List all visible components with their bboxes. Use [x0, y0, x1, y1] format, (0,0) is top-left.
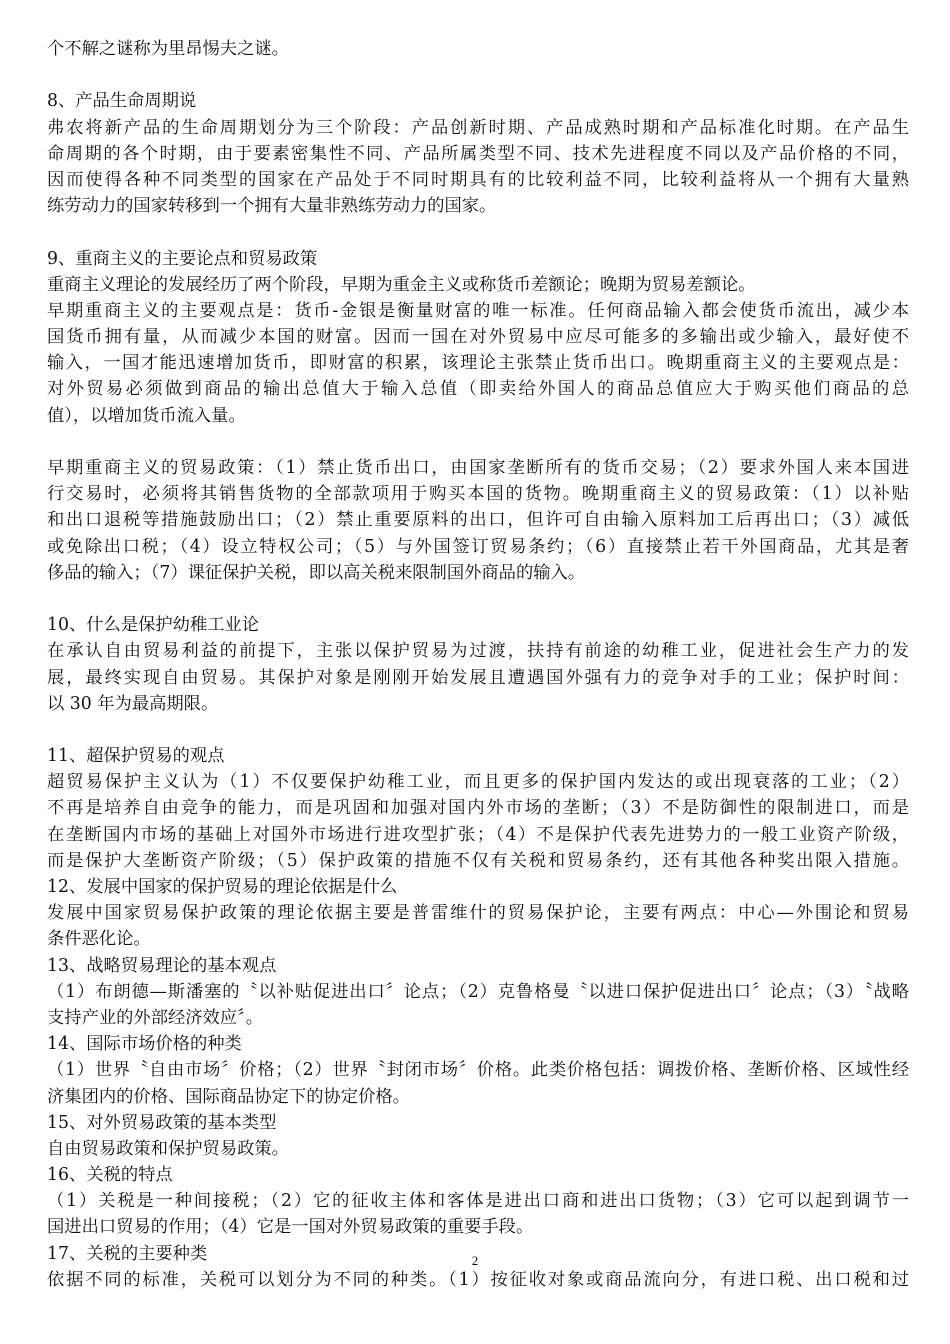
text-line: 以 30 年为最高期限。	[47, 693, 219, 714]
text-line: 济集团内的价格、国际商品协定下的协定价格。	[47, 1086, 410, 1107]
text-line: 15、对外贸易政策的基本类型	[47, 1112, 277, 1133]
text-line: 在承认自由贸易利益的前提下，主张以保护贸易为过渡，扶持有前途的幼稚工业，促进社会生产力的发	[47, 641, 909, 662]
text-line: 早期重商主义的贸易政策：（1）禁止货币出口，由国家垄断所有的货币交易；（2）要求外国人来本国进	[47, 458, 909, 478]
text-line: 11、超保护贸易的观点	[47, 746, 225, 767]
text-line: 发展中国家贸易保护政策的理论依据主要是普雷维什的贸易保护论，主要有两点：中心—外围论和贸易	[47, 903, 909, 924]
text-line: 展，最终实现自由贸易。其保护对象是刚刚开始发展且遭遇国外强有力的竞争对手的工业；保护时间：	[47, 667, 909, 688]
text-line: 因而使得各种不同类型的国家在产品处于不同时期具有的比较利益不同，比较利益将从一个拥有大量熟	[47, 169, 909, 190]
text-line: （1）布朗德—斯潘塞的〝以补贴促进出口〞论点；（2）克鲁格曼〝以进口保护促进出口〞论点；（3）〝战略	[47, 981, 909, 1002]
text-line: 支持产业的外部经济效应〞。	[47, 1007, 264, 1028]
paragraph-gap	[47, 429, 909, 455]
text-line: 自由贸易政策和保护贸易政策。	[47, 1138, 289, 1159]
text-line: 行交易时，必须将其销售货物的全部款项用于购买本国的货物。晚期重商主义的贸易政策：（1）以补贴	[47, 484, 909, 505]
text-line: 条件恶化论。	[47, 929, 151, 950]
document-page	[47, 36, 909, 1293]
page-number: 2	[471, 1253, 479, 1268]
paragraph-gap	[47, 586, 909, 612]
text-line: 或免除出口税；（4）设立特权公司；（5）与外国签订贸易条约；（6）直接禁止若干外国商品，尤其是奢	[47, 536, 909, 557]
text-line: 弗农将新产品的生命周期划分为三个阶段：产品创新时期、产品成熟时期和产品标准化时期。在产品生	[47, 117, 909, 138]
text-line: 早期重商主义的主要观点是：货币-金银是衡量财富的唯一标准。任何商品输入都会使货币流出，减少本	[47, 300, 909, 321]
text-line: 10、什么是保护幼稚工业论	[47, 615, 260, 636]
text-line: 在垄断国内市场的基础上对国外市场进行进攻型扩张；（4）不是保护代表先进势力的一般工业资产阶级，	[47, 824, 909, 845]
text-line: （1）世界〝自由市场〞价格；（2）世界〝封闭市场〞价格。此类价格包括：调拨价格、垄断价格、区域性经	[47, 1060, 909, 1081]
text-line: 国进出口贸易的作用；（4）它是一国对外贸易政策的重要手段。	[47, 1217, 534, 1238]
text-line: 9、重商主义的主要论点和贸易政策	[47, 248, 318, 269]
text-line: 17、关税的主要种类	[47, 1243, 208, 1264]
text-line: （1）关税是一种间接税；（2）它的征收主体和客体是进出口商和进出口货物；（3）它可以起到调节一	[47, 1191, 909, 1212]
paragraph-gap	[47, 62, 909, 88]
paragraph-gap	[47, 717, 909, 743]
text-line: 12、发展中国家的保护贸易的理论依据是什么	[47, 877, 398, 897]
paragraph-gap	[47, 219, 909, 245]
text-line: 输入，一国才能迅速增加货币，即财富的积累，该理论主张禁止货币出口。晚期重商主义的主要观点是：	[47, 353, 909, 374]
text-line: 个不解之谜称为里昂惕夫之谜。	[47, 39, 289, 59]
text-line: 依据不同的标准，关税可以划分为不同的种类。（1）按征收对象或商品流向分，有进口税、出口税和过	[47, 1269, 909, 1290]
text-line: 16、关税的特点	[47, 1165, 173, 1186]
text-line: 命周期的各个时期，由于要素密集性不同、产品所属类型不同、技术先进程度不同以及产品价格的不同，	[47, 143, 909, 164]
text-line: 14、国际市场价格的种类	[47, 1034, 242, 1055]
text-line: 不再是培养自由竞争的能力，而是巩固和加强对国内外市场的垄断；（3）不是防御性的限制进口，而是	[47, 798, 909, 819]
text-line: 而是保护大垄断资产阶级；（5）保护政策的措施不仅有关税和贸易条约，还有其他各种奖出限入措施。	[47, 850, 909, 871]
text-line: 练劳动力的国家转移到一个拥有大量非熟练劳动力的国家。	[47, 196, 497, 217]
text-line: 超贸易保护主义认为（1）不仅要保护幼稚工业，而且更多的保护国内发达的或出现衰落的工业；（2）	[47, 772, 909, 793]
text-line: 8、产品生命周期说	[47, 91, 197, 112]
text-line: 值），以增加货币流入量。	[47, 405, 246, 426]
text-line: 和出口退税等措施鼓励出口；（2）禁止重要原料的出口，但许可自由输入原料加工后再出口；（3）减低	[47, 510, 909, 531]
text-line: 重商主义理论的发展经历了两个阶段，早期为重金主义或称货币差额论；晚期为贸易差额论。	[47, 274, 756, 295]
text-line: 对外贸易必须做到商品的输出总值大于输入总值（即卖给外国人的商品总值应大于购买他们商品的总	[47, 379, 909, 400]
text-line: 13、战略贸易理论的基本观点	[47, 955, 277, 976]
text-line: 国货币拥有量，从而减少本国的财富。因而一国在对外贸易中应尽可能多的多输出或少输入，最好使不	[47, 327, 909, 348]
text-line: 侈品的输入；（7）课征保护关税，即以高关税来限制国外商品的输入。	[47, 562, 586, 583]
